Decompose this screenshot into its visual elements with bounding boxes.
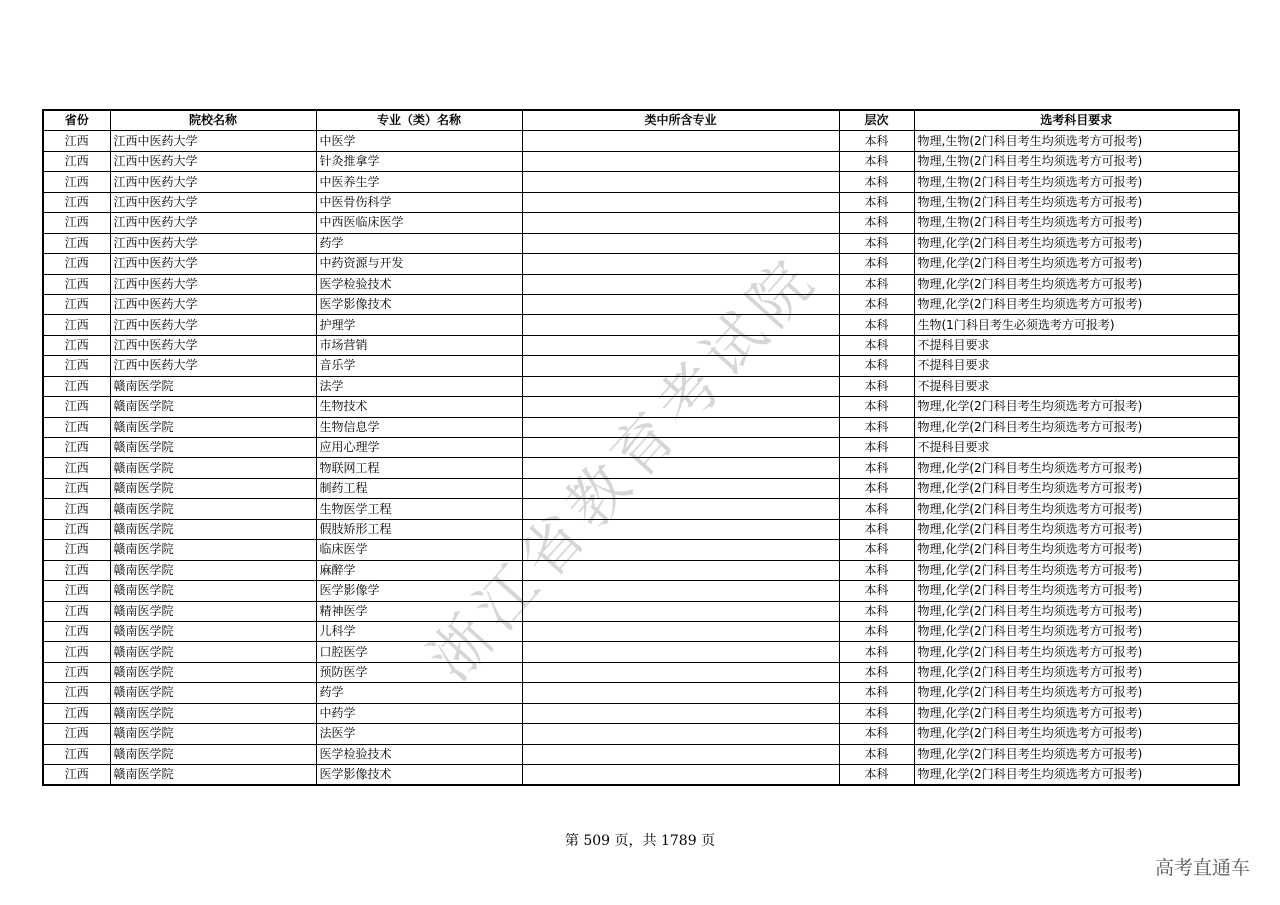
cell-major: 中西医临床医学 xyxy=(316,213,522,233)
cell-included-majors xyxy=(522,397,839,417)
table-row xyxy=(43,417,1239,437)
table-row xyxy=(43,560,1239,580)
cell-province: 江西 xyxy=(43,765,110,786)
cell-province: 江西 xyxy=(43,274,110,294)
cell-subject-requirements: 物理,化学(2门科目考生均须选考方可报考) xyxy=(914,662,1239,682)
cell-school: 江西中医药大学 xyxy=(110,172,316,192)
cell-school: 江西中医药大学 xyxy=(110,192,316,212)
cell-included-majors xyxy=(522,581,839,601)
cell-school: 江西中医药大学 xyxy=(110,213,316,233)
cell-included-majors xyxy=(522,662,839,682)
cell-province: 江西 xyxy=(43,744,110,764)
cell-province: 江西 xyxy=(43,438,110,458)
cell-subject-requirements: 不提科目要求 xyxy=(914,376,1239,396)
cell-major: 医学影像学 xyxy=(316,581,522,601)
cell-province: 江西 xyxy=(43,356,110,376)
cell-level: 本科 xyxy=(839,438,914,458)
cell-school: 江西中医药大学 xyxy=(110,315,316,335)
cell-subject-requirements: 物理,化学(2门科目考生均须选考方可报考) xyxy=(914,499,1239,519)
cell-included-majors xyxy=(522,765,839,786)
cell-level: 本科 xyxy=(839,151,914,171)
cell-school: 赣南医学院 xyxy=(110,438,316,458)
cell-included-majors xyxy=(522,703,839,723)
cell-province: 江西 xyxy=(43,376,110,396)
admission-requirements-table xyxy=(42,109,1240,786)
cell-province: 江西 xyxy=(43,131,110,151)
cell-level: 本科 xyxy=(839,294,914,314)
cell-subject-requirements: 物理,生物(2门科目考生均须选考方可报考) xyxy=(914,151,1239,171)
cell-major: 中医学 xyxy=(316,131,522,151)
column-header-level: 层次 xyxy=(839,110,914,131)
cell-subject-requirements: 物理,化学(2门科目考生均须选考方可报考) xyxy=(914,744,1239,764)
cell-major: 精神医学 xyxy=(316,601,522,621)
cell-level: 本科 xyxy=(839,233,914,253)
cell-school: 赣南医学院 xyxy=(110,744,316,764)
cell-province: 江西 xyxy=(43,662,110,682)
cell-subject-requirements: 物理,化学(2门科目考生均须选考方可报考) xyxy=(914,560,1239,580)
table-row xyxy=(43,131,1239,151)
cell-level: 本科 xyxy=(839,254,914,274)
cell-province: 江西 xyxy=(43,703,110,723)
cell-subject-requirements: 物理,化学(2门科目考生均须选考方可报考) xyxy=(914,621,1239,641)
cell-school: 江西中医药大学 xyxy=(110,131,316,151)
cell-level: 本科 xyxy=(839,458,914,478)
table-row xyxy=(43,397,1239,417)
cell-level: 本科 xyxy=(839,621,914,641)
table-row xyxy=(43,662,1239,682)
cell-province: 江西 xyxy=(43,499,110,519)
cell-included-majors xyxy=(522,601,839,621)
cell-subject-requirements: 物理,化学(2门科目考生均须选考方可报考) xyxy=(914,642,1239,662)
cell-level: 本科 xyxy=(839,376,914,396)
cell-school: 赣南医学院 xyxy=(110,417,316,437)
cell-level: 本科 xyxy=(839,703,914,723)
cell-school: 赣南医学院 xyxy=(110,683,316,703)
cell-subject-requirements: 物理,化学(2门科目考生均须选考方可报考) xyxy=(914,581,1239,601)
table-row xyxy=(43,335,1239,355)
cell-major: 生物信息学 xyxy=(316,417,522,437)
cell-major: 护理学 xyxy=(316,315,522,335)
cell-school: 江西中医药大学 xyxy=(110,254,316,274)
cell-subject-requirements: 物理,化学(2门科目考生均须选考方可报考) xyxy=(914,724,1239,744)
table-row xyxy=(43,192,1239,212)
column-header-major: 专业（类）名称 xyxy=(316,110,522,131)
cell-included-majors xyxy=(522,233,839,253)
cell-included-majors xyxy=(522,274,839,294)
cell-major: 口腔医学 xyxy=(316,642,522,662)
cell-level: 本科 xyxy=(839,397,914,417)
cell-level: 本科 xyxy=(839,499,914,519)
cell-school: 江西中医药大学 xyxy=(110,335,316,355)
table-row xyxy=(43,724,1239,744)
cell-major: 临床医学 xyxy=(316,540,522,560)
cell-major: 中药资源与开发 xyxy=(316,254,522,274)
cell-province: 江西 xyxy=(43,315,110,335)
column-header-school: 院校名称 xyxy=(110,110,316,131)
table-row xyxy=(43,540,1239,560)
table-row xyxy=(43,151,1239,171)
cell-included-majors xyxy=(522,172,839,192)
cell-included-majors xyxy=(522,519,839,539)
cell-subject-requirements: 物理,化学(2门科目考生均须选考方可报考) xyxy=(914,294,1239,314)
cell-included-majors xyxy=(522,458,839,478)
cell-subject-requirements: 物理,化学(2门科目考生均须选考方可报考) xyxy=(914,254,1239,274)
table-row xyxy=(43,376,1239,396)
table-row xyxy=(43,519,1239,539)
cell-level: 本科 xyxy=(839,213,914,233)
table-row xyxy=(43,703,1239,723)
cell-level: 本科 xyxy=(839,172,914,192)
table-header-row xyxy=(43,110,1239,131)
cell-subject-requirements: 物理,生物(2门科目考生均须选考方可报考) xyxy=(914,213,1239,233)
cell-province: 江西 xyxy=(43,233,110,253)
cell-major: 制药工程 xyxy=(316,478,522,498)
table-row xyxy=(43,274,1239,294)
page-footer: 第 509 页，共 1789 页 xyxy=(564,833,716,849)
watermark: 浙江省教育考试院 xyxy=(415,242,832,694)
cell-included-majors xyxy=(522,315,839,335)
cell-included-majors xyxy=(522,213,839,233)
table-row xyxy=(43,478,1239,498)
cell-province: 江西 xyxy=(43,294,110,314)
cell-level: 本科 xyxy=(839,335,914,355)
cell-school: 赣南医学院 xyxy=(110,540,316,560)
cell-subject-requirements: 物理,化学(2门科目考生均须选考方可报考) xyxy=(914,519,1239,539)
cell-major: 医学检验技术 xyxy=(316,274,522,294)
cell-major: 药学 xyxy=(316,233,522,253)
table-row xyxy=(43,458,1239,478)
cell-level: 本科 xyxy=(839,315,914,335)
cell-subject-requirements: 物理,化学(2门科目考生均须选考方可报考) xyxy=(914,233,1239,253)
cell-included-majors xyxy=(522,131,839,151)
table-row xyxy=(43,499,1239,519)
cell-school: 江西中医药大学 xyxy=(110,151,316,171)
cell-level: 本科 xyxy=(839,356,914,376)
cell-subject-requirements: 不提科目要求 xyxy=(914,356,1239,376)
cell-school: 江西中医药大学 xyxy=(110,274,316,294)
cell-school: 赣南医学院 xyxy=(110,662,316,682)
cell-province: 江西 xyxy=(43,642,110,662)
cell-included-majors xyxy=(522,335,839,355)
cell-level: 本科 xyxy=(839,540,914,560)
column-header-province: 省份 xyxy=(43,110,110,131)
cell-included-majors xyxy=(522,417,839,437)
cell-province: 江西 xyxy=(43,683,110,703)
cell-level: 本科 xyxy=(839,724,914,744)
cell-subject-requirements: 物理,生物(2门科目考生均须选考方可报考) xyxy=(914,192,1239,212)
table-row xyxy=(43,438,1239,458)
cell-province: 江西 xyxy=(43,397,110,417)
cell-subject-requirements: 物理,生物(2门科目考生均须选考方可报考) xyxy=(914,131,1239,151)
cell-level: 本科 xyxy=(839,744,914,764)
column-header-included-majors: 类中所含专业 xyxy=(522,110,839,131)
table-row xyxy=(43,213,1239,233)
cell-major: 预防医学 xyxy=(316,662,522,682)
cell-included-majors xyxy=(522,151,839,171)
cell-school: 赣南医学院 xyxy=(110,376,316,396)
table-row xyxy=(43,765,1239,786)
cell-school: 赣南医学院 xyxy=(110,724,316,744)
cell-included-majors xyxy=(522,683,839,703)
cell-major: 生物医学工程 xyxy=(316,499,522,519)
cell-school: 赣南医学院 xyxy=(110,458,316,478)
table-row xyxy=(43,233,1239,253)
cell-subject-requirements: 物理,化学(2门科目考生均须选考方可报考) xyxy=(914,703,1239,723)
cell-level: 本科 xyxy=(839,417,914,437)
cell-province: 江西 xyxy=(43,724,110,744)
table-body xyxy=(43,131,1239,786)
cell-included-majors xyxy=(522,438,839,458)
cell-province: 江西 xyxy=(43,519,110,539)
cell-school: 赣南医学院 xyxy=(110,519,316,539)
cell-included-majors xyxy=(522,560,839,580)
cell-level: 本科 xyxy=(839,131,914,151)
cell-major: 医学检验技术 xyxy=(316,744,522,764)
cell-included-majors xyxy=(522,356,839,376)
cell-school: 赣南医学院 xyxy=(110,642,316,662)
cell-school: 赣南医学院 xyxy=(110,703,316,723)
cell-included-majors xyxy=(522,540,839,560)
cell-major: 药学 xyxy=(316,683,522,703)
cell-included-majors xyxy=(522,621,839,641)
cell-subject-requirements: 生物(1门科目考生必须选考方可报考) xyxy=(914,315,1239,335)
cell-school: 赣南医学院 xyxy=(110,478,316,498)
table-row xyxy=(43,601,1239,621)
cell-province: 江西 xyxy=(43,335,110,355)
cell-school: 江西中医药大学 xyxy=(110,294,316,314)
column-header-subject-requirements: 选考科目要求 xyxy=(914,110,1239,131)
table-row xyxy=(43,294,1239,314)
cell-major: 针灸推拿学 xyxy=(316,151,522,171)
cell-province: 江西 xyxy=(43,151,110,171)
cell-school: 赣南医学院 xyxy=(110,621,316,641)
table-row xyxy=(43,356,1239,376)
cell-level: 本科 xyxy=(839,683,914,703)
cell-province: 江西 xyxy=(43,458,110,478)
cell-subject-requirements: 不提科目要求 xyxy=(914,438,1239,458)
cell-province: 江西 xyxy=(43,540,110,560)
cell-major: 儿科学 xyxy=(316,621,522,641)
table-row xyxy=(43,254,1239,274)
cell-included-majors xyxy=(522,744,839,764)
cell-major: 生物技术 xyxy=(316,397,522,417)
cell-province: 江西 xyxy=(43,560,110,580)
cell-level: 本科 xyxy=(839,662,914,682)
table-row xyxy=(43,315,1239,335)
cell-level: 本科 xyxy=(839,519,914,539)
cell-school: 赣南医学院 xyxy=(110,601,316,621)
cell-major: 医学影像技术 xyxy=(316,294,522,314)
cell-school: 赣南医学院 xyxy=(110,560,316,580)
cell-school: 江西中医药大学 xyxy=(110,233,316,253)
cell-included-majors xyxy=(522,254,839,274)
table-row xyxy=(43,621,1239,641)
cell-subject-requirements: 物理,化学(2门科目考生均须选考方可报考) xyxy=(914,601,1239,621)
cell-subject-requirements: 物理,生物(2门科目考生均须选考方可报考) xyxy=(914,172,1239,192)
cell-major: 中医养生学 xyxy=(316,172,522,192)
cell-school: 赣南医学院 xyxy=(110,397,316,417)
cell-level: 本科 xyxy=(839,765,914,786)
cell-included-majors xyxy=(522,192,839,212)
table-row xyxy=(43,683,1239,703)
cell-subject-requirements: 物理,化学(2门科目考生均须选考方可报考) xyxy=(914,274,1239,294)
cell-level: 本科 xyxy=(839,601,914,621)
cell-school: 赣南医学院 xyxy=(110,765,316,786)
cell-province: 江西 xyxy=(43,254,110,274)
cell-subject-requirements: 物理,化学(2门科目考生均须选考方可报考) xyxy=(914,458,1239,478)
cell-level: 本科 xyxy=(839,478,914,498)
cell-included-majors xyxy=(522,642,839,662)
cell-level: 本科 xyxy=(839,581,914,601)
table-row xyxy=(43,642,1239,662)
cell-major: 法学 xyxy=(316,376,522,396)
cell-level: 本科 xyxy=(839,642,914,662)
cell-subject-requirements: 物理,化学(2门科目考生均须选考方可报考) xyxy=(914,540,1239,560)
table-row xyxy=(43,744,1239,764)
cell-included-majors xyxy=(522,499,839,519)
cell-province: 江西 xyxy=(43,417,110,437)
cell-major: 中药学 xyxy=(316,703,522,723)
cell-major: 音乐学 xyxy=(316,356,522,376)
cell-included-majors xyxy=(522,376,839,396)
cell-major: 物联网工程 xyxy=(316,458,522,478)
cell-major: 市场营销 xyxy=(316,335,522,355)
cell-province: 江西 xyxy=(43,192,110,212)
cell-subject-requirements: 物理,化学(2门科目考生均须选考方可报考) xyxy=(914,683,1239,703)
cell-included-majors xyxy=(522,724,839,744)
cell-level: 本科 xyxy=(839,274,914,294)
table-row xyxy=(43,172,1239,192)
cell-province: 江西 xyxy=(43,213,110,233)
cell-included-majors xyxy=(522,294,839,314)
cell-province: 江西 xyxy=(43,478,110,498)
cell-subject-requirements: 物理,化学(2门科目考生均须选考方可报考) xyxy=(914,478,1239,498)
table-row xyxy=(43,581,1239,601)
cell-major: 中医骨伤科学 xyxy=(316,192,522,212)
cell-province: 江西 xyxy=(43,601,110,621)
cell-province: 江西 xyxy=(43,621,110,641)
cell-province: 江西 xyxy=(43,172,110,192)
cell-subject-requirements: 物理,化学(2门科目考生均须选考方可报考) xyxy=(914,397,1239,417)
cell-level: 本科 xyxy=(839,560,914,580)
cell-school: 江西中医药大学 xyxy=(110,356,316,376)
cell-subject-requirements: 物理,化学(2门科目考生均须选考方可报考) xyxy=(914,765,1239,786)
cell-major: 麻醉学 xyxy=(316,560,522,580)
cell-included-majors xyxy=(522,478,839,498)
cell-province: 江西 xyxy=(43,581,110,601)
cell-school: 赣南医学院 xyxy=(110,581,316,601)
brand-logo-text: 高考直通车 xyxy=(1154,857,1250,879)
cell-subject-requirements: 物理,化学(2门科目考生均须选考方可报考) xyxy=(914,417,1239,437)
cell-major: 应用心理学 xyxy=(316,438,522,458)
cell-major: 假肢矫形工程 xyxy=(316,519,522,539)
cell-major: 医学影像技术 xyxy=(316,765,522,786)
cell-subject-requirements: 不提科目要求 xyxy=(914,335,1239,355)
cell-level: 本科 xyxy=(839,192,914,212)
cell-major: 法医学 xyxy=(316,724,522,744)
cell-school: 赣南医学院 xyxy=(110,499,316,519)
